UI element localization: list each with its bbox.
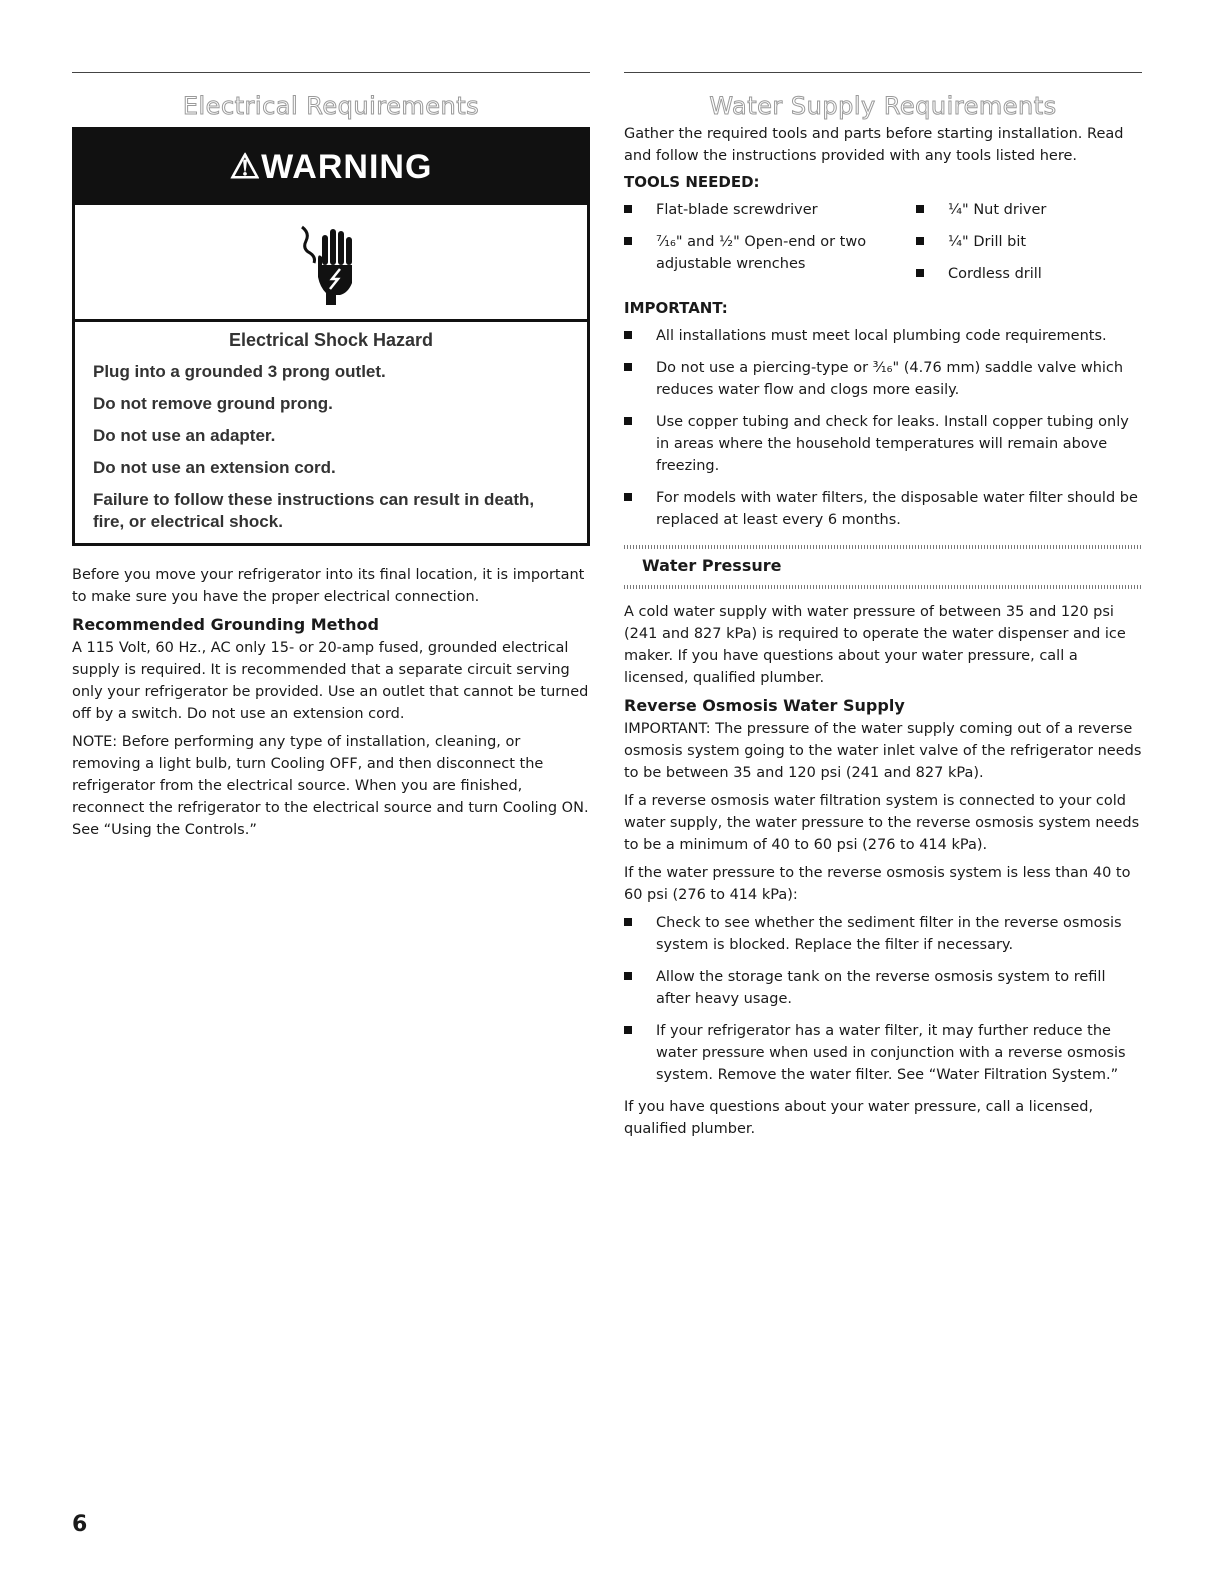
- list-item: Flat-blade screwdriver: [624, 199, 916, 221]
- list-item: ¼" Nut driver: [916, 199, 1142, 221]
- warning-line: Failure to follow these instructions can result in death, fire, or electrical shock.: [93, 490, 535, 531]
- list-item: ⁷⁄₁₆" and ½" Open-end or two adjustable wrenches: [624, 231, 916, 275]
- warning-box: [72, 127, 590, 546]
- warning-line: Do not use an adapter.: [93, 426, 276, 445]
- top-rule: [72, 72, 590, 73]
- page-number: 6: [72, 1512, 88, 1537]
- hazard-title: Electrical Shock Hazard: [228, 330, 434, 350]
- tools-heading: TOOLS NEEDED:: [624, 173, 760, 191]
- electrical-intro: Before you move your refrigerator into its final location, it is important to make sure you have the proper electrical connection.: [72, 567, 585, 605]
- divider: [624, 545, 1142, 549]
- list-item: For models with water filters, the disposable water filter should be replaced at least every 6 months.: [624, 487, 1142, 531]
- section-title-electrical: Electrical Requirements: [182, 92, 480, 120]
- ro-heading: Reverse Osmosis Water Supply: [624, 696, 905, 715]
- warning-line: Plug into a grounded 3 prong outlet.: [93, 362, 386, 381]
- grounding-heading: Recommended Grounding Method: [72, 615, 379, 634]
- ro-paragraph: If the water pressure to the reverse osmosis system is less than 40 to 60 psi (276 to 414 kPa):: [624, 865, 1131, 903]
- warning-line: Do not use an extension cord.: [93, 458, 336, 477]
- top-rule: [624, 72, 1142, 73]
- note-text: NOTE: Before performing any type of installation, cleaning, or removing a light bulb, turn Cooling OFF, and then disconnect the refrigerator from the electrical source. When you are finished, reconnect the refrigerator to the electrical source and turn Cooling ON. See “Using the Controls.”: [72, 734, 589, 838]
- water-intro: Gather the required tools and parts before starting installation. Read and follow the instructions provided with any tools listed here.: [624, 126, 1124, 164]
- ro-list: [624, 912, 1142, 1086]
- grounding-text: A 115 Volt, 60 Hz., AC only 15- or 20-amp fused, grounded electrical supply is required. It is recommended that a separate circuit serving only your refrigerator be provided. Use an outlet that cannot be turned off by a switch. Do not use an extension cord.: [72, 640, 589, 722]
- section-title-water: Water Supply Requirements: [709, 92, 1057, 120]
- list-item: If your refrigerator has a water filter, it may further reduce the water pressure when used in conjunction with a reverse osmosis system. Remove the water filter. See “Water Filtration System.”: [624, 1020, 1142, 1086]
- ro-paragraph: If a reverse osmosis water filtration system is connected to your cold water supply, the water pressure to the reverse osmosis system needs to be a minimum of 40 to 60 psi (276 to 414 kPa).: [624, 793, 1140, 853]
- water-pressure-heading: Water Pressure: [642, 556, 782, 575]
- warning-heading: ⚠WARNING: [75, 130, 587, 205]
- electrical-shock-hand-icon: [296, 217, 366, 307]
- list-item: ¼" Drill bit: [916, 231, 1142, 253]
- divider: [624, 585, 1142, 589]
- list-item: Do not use a piercing-type or ³⁄₁₆" (4.76 mm) saddle valve which reduces water flow and clogs more easily.: [624, 357, 1142, 401]
- list-item: Use copper tubing and check for leaks. Install copper tubing only in areas where the household temperatures will remain above freezing.: [624, 411, 1142, 477]
- right-column: [624, 72, 1142, 1146]
- important-heading: IMPORTANT:: [624, 299, 728, 317]
- list-item: Check to see whether the sediment filter in the reverse osmosis system is blocked. Replace the filter if necessary.: [624, 912, 1142, 956]
- closing-text: If you have questions about your water pressure, call a licensed, qualified plumber.: [624, 1099, 1094, 1137]
- left-column: [72, 72, 590, 847]
- list-item: Allow the storage tank on the reverse osmosis system to refill after heavy usage.: [624, 966, 1142, 1010]
- important-list: [624, 325, 1142, 531]
- warning-body: [75, 322, 587, 543]
- water-pressure-text: A cold water supply with water pressure of between 35 and 120 psi (241 and 827 kPa) is required to operate the water dispenser and ice maker. If you have questions about your water pressure, call a licensed, qualified plumber.: [624, 604, 1126, 686]
- list-item: All installations must meet local plumbing code requirements.: [624, 325, 1142, 347]
- ro-paragraph: IMPORTANT: The pressure of the water supply coming out of a reverse osmosis system going to the water inlet valve of the refrigerator needs to be between 35 and 120 psi (241 and 827 kPa).: [624, 721, 1142, 781]
- tools-list: [624, 199, 1142, 295]
- list-item: Cordless drill: [916, 263, 1142, 285]
- warning-line: Do not remove ground prong.: [93, 394, 333, 413]
- warning-icon-area: [75, 205, 587, 322]
